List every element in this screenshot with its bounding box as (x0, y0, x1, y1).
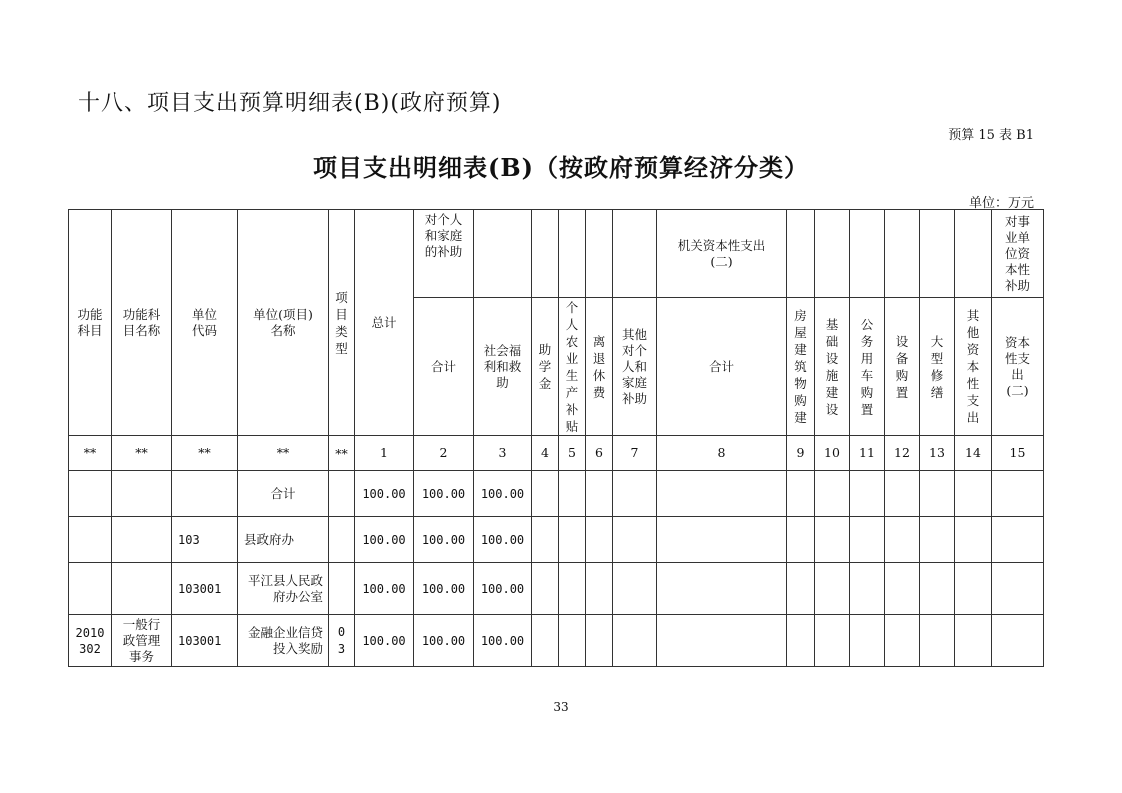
cell-proj-type: 03 (329, 615, 355, 667)
table-row-dept (69, 517, 1044, 563)
header-c-vehicle: 公务用车购置 (850, 298, 885, 436)
cell-func-code: 2010302 (69, 615, 112, 667)
cell-p-subtotal: 100.00 (414, 563, 474, 615)
header-func-name: 功能科目名称 (112, 210, 172, 436)
cell-unit-name: 金融企业信贷投入奖励 (238, 615, 329, 667)
table-row-unit (69, 563, 1044, 615)
cell-func-name: 一般行政管理事务 (112, 615, 172, 667)
cell-p-welfare: 100.00 (474, 563, 532, 615)
header-func-code: 功能科目 (69, 210, 112, 436)
cell-total: 100.00 (355, 615, 414, 667)
cell-unit-code: 103001 (172, 563, 238, 615)
unit-label: 单位：万元 (968, 196, 1034, 211)
form-code: 预算 15 表 B1 (948, 128, 1034, 143)
budget-table (68, 209, 1044, 667)
header-total: 总计 (355, 210, 414, 436)
cell-unit-code: 103001 (172, 615, 238, 667)
header-c-repair: 大型修缮 (920, 298, 955, 436)
header-unit-code: 单位代码 (172, 210, 238, 436)
header-e-capital: 资本性支出(二) (992, 298, 1044, 436)
header-c-building: 房屋建筑物购建 (787, 298, 815, 436)
header-p-subtotal: 合计 (414, 298, 474, 436)
header-c-equipment: 设备购置 (885, 298, 920, 436)
cell-total: 100.00 (355, 471, 414, 517)
header-c-subtotal: 合计 (657, 298, 787, 436)
cell-p-subtotal: 100.00 (414, 471, 474, 517)
cell-p-subtotal: 100.00 (414, 615, 474, 667)
cell-unit-name: 县政府办 (238, 517, 329, 563)
header-p-retire: 离退休费 (586, 298, 613, 436)
header-c-infra: 基础设施建设 (815, 298, 850, 436)
header-p-welfare: 社会福利和救助 (474, 298, 532, 436)
header-proj-type: 项目类型 (329, 210, 355, 436)
header-p-other: 其他对个人和家庭补助 (613, 298, 657, 436)
header-personal-group: 对个人和家庭的补助 (414, 210, 474, 298)
header-p-scholarship: 助学金 (532, 298, 559, 436)
cell-p-subtotal: 100.00 (414, 517, 474, 563)
page-number: 33 (553, 700, 569, 714)
section-title: 十八、项目支出预算明细表(B)(政府预算) (78, 91, 502, 116)
cell-unit-name: 合计 (238, 471, 329, 517)
main-title: 项目支出明细表(B)（按政府预算经济分类） (313, 153, 809, 182)
table-row-item (69, 615, 1044, 667)
cell-p-welfare: 100.00 (474, 517, 532, 563)
cell-total: 100.00 (355, 517, 414, 563)
header-p-agri: 个人农业生产补贴 (559, 298, 586, 436)
header-capital-group: 机关资本性支出(二) (657, 210, 787, 298)
cell-p-welfare: 100.00 (474, 615, 532, 667)
cell-unit-code: 103 (172, 517, 238, 563)
cell-total: 100.00 (355, 563, 414, 615)
cell-unit-name: 平江县人民政府办公室 (238, 563, 329, 615)
header-row-top (69, 210, 1044, 298)
index-row: ** ** ** ** ** 1 2 3 4 5 6 7 8 9 10 11 12 13 14 15 (69, 436, 1044, 471)
header-enterprise-group: 对事业单位资本性补助 (992, 210, 1044, 298)
header-c-other: 其他资本性支出 (955, 298, 992, 436)
table-row-total (69, 471, 1044, 517)
header-unit-name: 单位(项目)名称 (238, 210, 329, 436)
cell-p-welfare: 100.00 (474, 471, 532, 517)
